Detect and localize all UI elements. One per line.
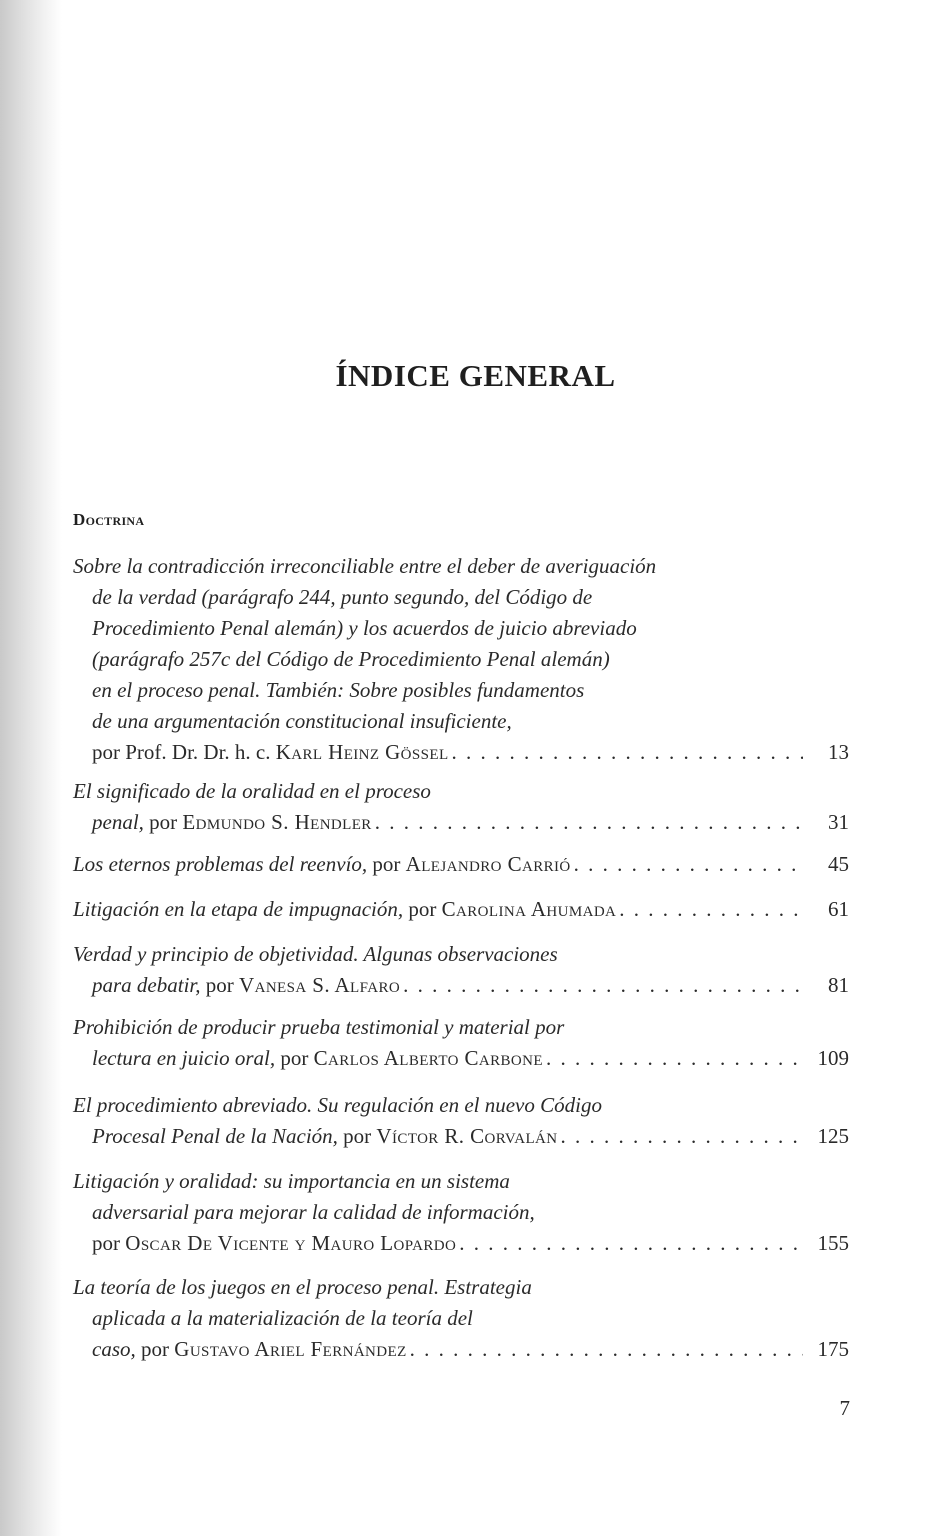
entry-last-line — [73, 1228, 849, 1259]
entry-by: por — [280, 1046, 309, 1070]
entry-last-line — [73, 1043, 849, 1074]
entry-page-number: 61 — [828, 897, 849, 921]
entry-by: por — [149, 810, 178, 834]
entry-author: Carlos Alberto Carbone — [313, 1046, 543, 1070]
entry-title-end: para debatir, — [92, 973, 201, 997]
entry-title-end: caso, — [92, 1337, 136, 1361]
entry-title-line: Verdad y principio de objetividad. Algunas observaciones — [73, 942, 558, 966]
leader-dots — [574, 849, 803, 880]
entry-author: Carolina Ahumada — [441, 897, 617, 921]
page-gutter-shadow — [0, 0, 62, 1536]
entry-page-number: 125 — [817, 1124, 849, 1148]
leader-dots — [546, 1043, 803, 1074]
entry-author: Gustavo Ariel Fernández — [174, 1337, 407, 1361]
entry-title-line: Litigación y oralidad: su importancia en un sistema — [73, 1169, 510, 1193]
entry-last-line — [73, 737, 849, 768]
entry-title-end: lectura en juicio oral, — [92, 1046, 276, 1070]
entry-last-line — [73, 894, 849, 925]
entry-title-line: El significado de la oralidad en el proceso — [73, 779, 431, 803]
leader-dots — [459, 1228, 803, 1259]
entry-by: por — [408, 897, 437, 921]
entry-last-line — [73, 970, 849, 1001]
entry-page-number: 175 — [817, 1337, 849, 1361]
entry-page-number: 155 — [817, 1231, 849, 1255]
entry-page-number: 13 — [828, 740, 849, 764]
entry-last-line — [73, 1334, 849, 1365]
entry-title-line: de la verdad (parágrafo 244, punto segundo, del Código de — [92, 585, 593, 609]
toc-entry[interactable] — [73, 1090, 849, 1152]
leader-dots — [560, 1121, 803, 1152]
entry-page-number: 31 — [828, 810, 849, 834]
entry-page-number: 81 — [828, 973, 849, 997]
entry-page-number: 45 — [828, 852, 849, 876]
leader-dots — [452, 737, 803, 768]
entry-by: por Prof. Dr. Dr. h. c. — [92, 740, 271, 764]
toc-entry[interactable] — [73, 849, 849, 880]
entry-title-line: Procedimiento Penal alemán) y los acuerdos de juicio abreviado — [92, 616, 637, 640]
toc-entry[interactable] — [73, 894, 849, 925]
page-title: ÍNDICE GENERAL — [335, 358, 616, 393]
toc-entry[interactable] — [73, 776, 849, 838]
entry-last-line — [73, 1121, 849, 1152]
entry-title-line: adversarial para mejorar la calidad de información, — [92, 1200, 535, 1224]
entry-author: Alejandro Carrió — [405, 852, 571, 876]
leader-dots — [375, 807, 803, 838]
page-number: 7 — [839, 1396, 850, 1420]
section-heading: Doctrina — [73, 510, 145, 529]
toc-entry[interactable] — [73, 551, 849, 768]
entry-title-line: aplicada a la materialización de la teoría del — [92, 1306, 473, 1330]
entry-title-line: El procedimiento abreviado. Su regulación en el nuevo Código — [73, 1093, 602, 1117]
entry-by: por — [141, 1337, 169, 1361]
entry-title-line: Prohibición de producir prueba testimonial y material por — [73, 1015, 565, 1039]
entry-author: Edmundo S. Hendler — [182, 810, 372, 834]
entry-title-line: (parágrafo 257c del Código de Procedimiento Penal alemán) — [92, 647, 610, 671]
entry-by: por — [343, 1124, 372, 1148]
entry-author: Vanesa S. Alfaro — [239, 973, 401, 997]
entry-author: Karl Heinz Gössel — [275, 740, 449, 764]
entry-by: por — [92, 1231, 120, 1255]
toc-entry[interactable] — [73, 1272, 849, 1365]
entry-title-line: La teoría de los juegos en el proceso penal. Estrategia — [73, 1275, 532, 1299]
entry-page-number: 109 — [817, 1046, 849, 1070]
entry-author: Oscar De Vicente y Mauro Lopardo — [125, 1231, 457, 1255]
toc-entry[interactable] — [73, 1012, 849, 1074]
entry-author: Víctor R. Corvalán — [376, 1124, 558, 1148]
entry-title-end: penal, — [92, 810, 144, 834]
leader-dots — [403, 970, 803, 1001]
entry-title-line: de una argumentación constitucional insuficiente, — [92, 709, 512, 733]
entry-last-line — [73, 807, 849, 838]
leader-dots — [410, 1334, 803, 1365]
entry-title-end: Los eternos problemas del reenvío, — [73, 852, 368, 876]
toc-entry[interactable] — [73, 939, 849, 1001]
entry-title-line: Sobre la contradicción irreconciliable entre el deber de averiguación — [73, 554, 657, 578]
entry-title-end: Litigación en la etapa de impugnación, — [73, 897, 404, 921]
entry-title-line: en el proceso penal. También: Sobre posibles fundamentos — [92, 678, 585, 702]
entry-by: por — [372, 852, 401, 876]
toc-entry[interactable] — [73, 1166, 849, 1259]
entry-title-end: Procesal Penal de la Nación, — [92, 1124, 338, 1148]
leader-dots — [619, 894, 803, 925]
entry-last-line — [73, 849, 849, 880]
entry-by: por — [205, 973, 234, 997]
